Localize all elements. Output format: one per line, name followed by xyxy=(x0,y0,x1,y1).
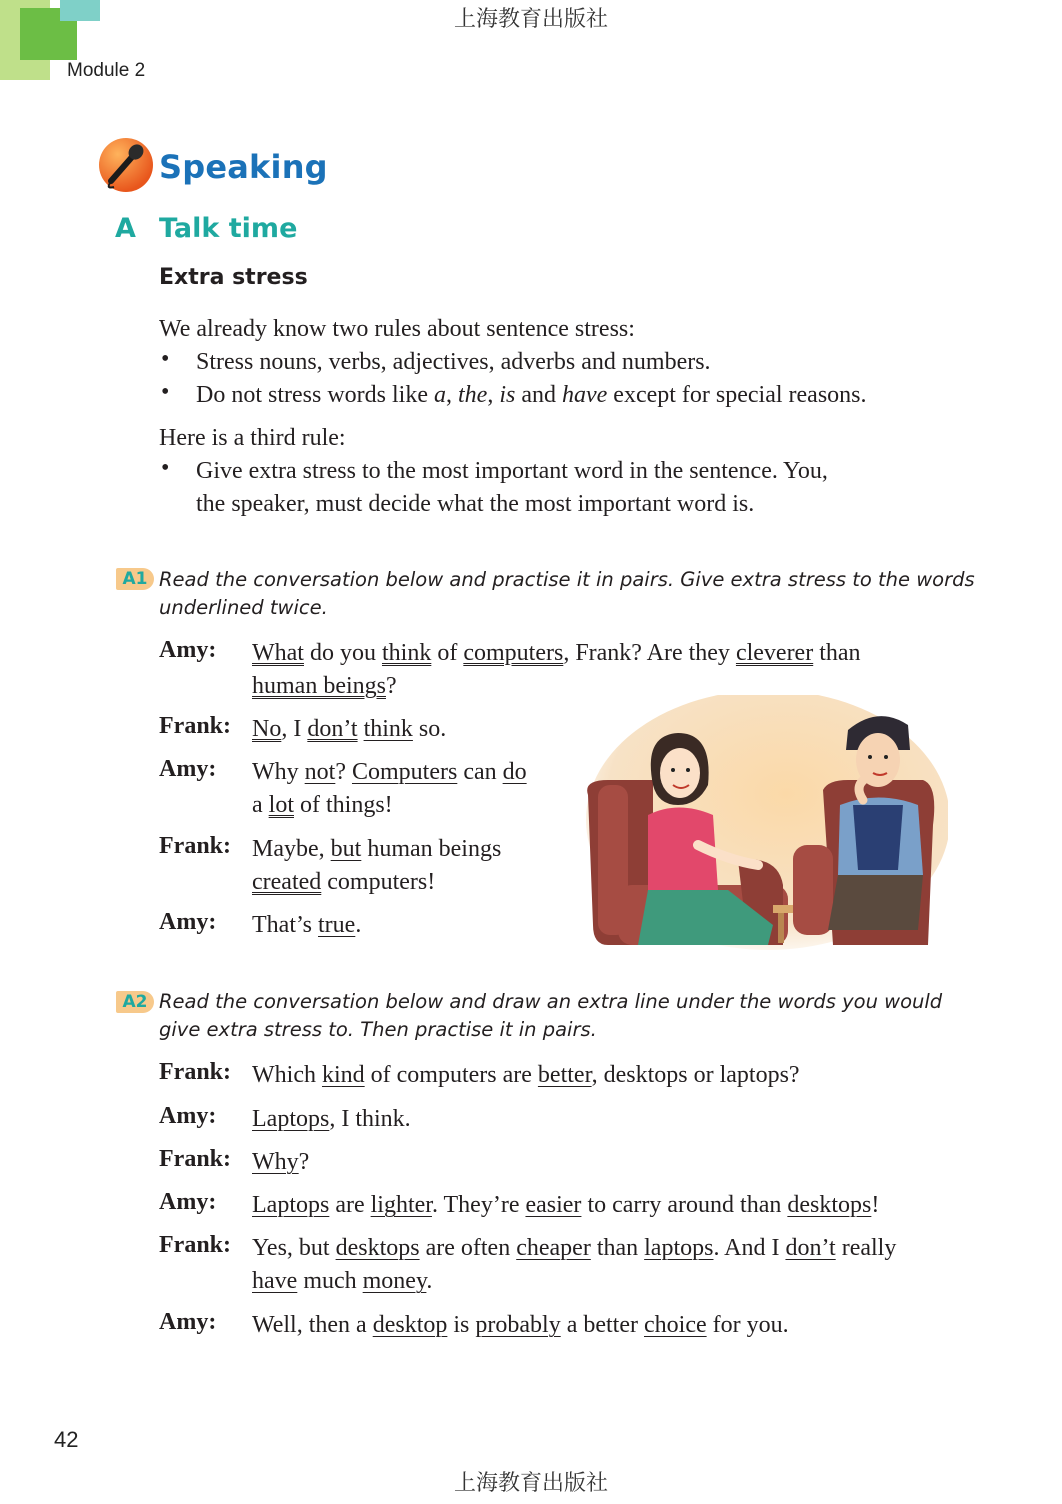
speaker-label: Amy: xyxy=(159,1103,217,1129)
dialogue-text: are xyxy=(329,1192,371,1218)
dialogue-text: . They’re xyxy=(431,1192,526,1218)
header-publisher: 上海教育出版社 xyxy=(453,7,608,32)
stressed-word: desktops xyxy=(335,1235,420,1261)
section-title: Speaking xyxy=(159,148,328,186)
intro-paragraph-2: Here is a third rule: xyxy=(159,425,346,451)
stressed-word: easier xyxy=(525,1192,582,1218)
dialogue-text: are often xyxy=(419,1235,517,1261)
dialogue-line xyxy=(252,637,861,670)
dialogue-text: do you xyxy=(303,640,382,666)
stressed-word: don’t xyxy=(307,716,358,742)
footer-publisher: 上海教育出版社 xyxy=(453,1471,608,1496)
dialogue-line xyxy=(252,1265,432,1298)
speaker-label: Amy: xyxy=(159,637,217,663)
exercise-badge-a1: A1 xyxy=(116,568,154,590)
dialogue-text: than xyxy=(813,640,861,666)
stressed-word: true xyxy=(318,912,356,938)
intro-paragraph-1: We already know two rules about sentence stress: xyxy=(159,316,635,342)
dialogue-line xyxy=(252,1146,309,1179)
dialogue-text: of things! xyxy=(294,792,393,818)
speaker-label: Amy: xyxy=(159,756,217,782)
dialogue-text: Why xyxy=(252,759,305,785)
dialogue-line xyxy=(252,909,361,942)
intro-bullet-3-line-2: the speaker, must decide what the most important word is. xyxy=(196,491,755,517)
stressed-word: don’t xyxy=(785,1235,836,1261)
speaker-label: Frank: xyxy=(159,1059,231,1085)
dialogue-text: , Frank? Are they xyxy=(563,640,736,666)
dialogue-text: much xyxy=(297,1268,363,1294)
dialogue-text: Maybe, xyxy=(252,836,331,862)
stressed-word: have xyxy=(252,1268,298,1294)
stressed-word: cheaper xyxy=(516,1235,591,1261)
dialogue-text: , I xyxy=(281,716,308,742)
bullet-dot: • xyxy=(161,455,170,481)
a2-instruction-line-1: Read the conversation below and draw an extra line under the words you would xyxy=(159,990,943,1013)
dialogue-text: is xyxy=(447,1312,476,1338)
dialogue-line xyxy=(252,866,435,899)
stressed-word: What xyxy=(252,640,304,666)
dialogue-text: Yes, but xyxy=(252,1235,336,1261)
dialogue-text: to carry around than xyxy=(581,1192,788,1218)
section-letter: A xyxy=(115,213,136,244)
speaker-label: Frank: xyxy=(159,713,231,739)
dialogue-text: ? xyxy=(335,759,352,785)
stressed-word: human beings xyxy=(252,673,386,699)
module-label: Module 2 xyxy=(67,60,146,81)
dialogue-text: really xyxy=(835,1235,897,1261)
stressed-word: think xyxy=(363,716,413,742)
stressed-word: desktop xyxy=(372,1312,448,1338)
stressed-word: created xyxy=(252,869,322,895)
a1-instruction-line-2: underlined twice. xyxy=(159,596,328,619)
dialogue-text: . xyxy=(355,912,362,938)
dialogue-text: Which xyxy=(252,1062,322,1088)
stressed-word: better xyxy=(537,1062,592,1088)
dialogue-text: ? xyxy=(298,1149,310,1175)
page-number: 42 xyxy=(54,1427,79,1452)
dialogue-text: so. xyxy=(412,716,447,742)
dialogue-text: . xyxy=(426,1268,433,1294)
stressed-word: kind xyxy=(321,1062,365,1088)
stressed-word: think xyxy=(381,640,432,666)
intro-bullet-3-line-1: Give extra stress to the most important word in the sentence. You, xyxy=(196,458,828,484)
microphone-icon xyxy=(98,137,154,193)
stressed-word: lighter xyxy=(370,1192,432,1218)
stressed-word: money xyxy=(362,1268,427,1294)
stressed-word: Laptops xyxy=(252,1106,330,1132)
speaker-label: Frank: xyxy=(159,1232,231,1258)
speaker-label: Amy: xyxy=(159,1189,217,1215)
dialogue-text: . And I xyxy=(713,1235,786,1261)
stressed-word: laptops xyxy=(644,1235,714,1261)
dialogue-text: a xyxy=(252,792,269,818)
bullet-dot: • xyxy=(161,346,170,372)
dialogue-line xyxy=(252,1059,800,1092)
dialogue-line xyxy=(252,1103,411,1136)
section-name: Talk time xyxy=(159,213,298,244)
dialogue-text: ! xyxy=(871,1192,880,1218)
a2-instruction-line-2: give extra stress to. Then practise it in pairs. xyxy=(159,1018,597,1041)
stressed-word: cleverer xyxy=(735,640,814,666)
stressed-word: No xyxy=(252,716,282,742)
stressed-word: probably xyxy=(475,1312,561,1338)
dialogue-line xyxy=(252,789,393,822)
dialogue-line xyxy=(252,833,501,866)
dialogue-line xyxy=(252,756,527,789)
dialogue-text: , desktops or laptops? xyxy=(591,1062,800,1088)
speaker-label: Amy: xyxy=(159,1309,217,1335)
dialogue-text: a better xyxy=(560,1312,644,1338)
dialogue-text: can xyxy=(457,759,503,785)
intro-bullet-1: Stress nouns, verbs, adjectives, adverbs and numbers. xyxy=(196,349,711,375)
dialogue-text: for you. xyxy=(706,1312,789,1338)
speaker-label: Frank: xyxy=(159,833,231,859)
stressed-word: lot xyxy=(268,792,294,818)
stressed-word: Why xyxy=(252,1149,299,1175)
a1-instruction-line-1: Read the conversation below and practise it in pairs. Give extra stress to the words xyxy=(159,568,975,591)
dialogue-line xyxy=(252,670,397,703)
dialogue-text: than xyxy=(590,1235,645,1261)
stressed-word: desktops xyxy=(787,1192,872,1218)
stressed-word: do xyxy=(502,759,527,785)
dialogue-text: of computers are xyxy=(364,1062,538,1088)
dialogue-text: ? xyxy=(385,673,397,699)
dialogue-text: of xyxy=(431,640,464,666)
speaker-label: Frank: xyxy=(159,1146,231,1172)
stressed-word: choice xyxy=(644,1312,707,1338)
stressed-word: Computers xyxy=(351,759,458,785)
speaker-label: Amy: xyxy=(159,909,217,935)
stressed-word: but xyxy=(330,836,362,862)
dialogue-line xyxy=(252,1232,896,1265)
stressed-word: Laptops xyxy=(252,1192,330,1218)
dialogue-text: human beings xyxy=(361,836,502,862)
bullet-dot: • xyxy=(161,379,170,405)
dialogue-text: computers! xyxy=(321,869,436,895)
subsection-title: Extra stress xyxy=(159,265,308,290)
dialogue-text: That’s xyxy=(252,912,318,938)
dialogue-text: Well, then a xyxy=(252,1312,373,1338)
dialogue-text: , I think. xyxy=(329,1106,411,1132)
dialogue-line xyxy=(252,713,446,746)
two-people-chatting-illustration xyxy=(578,695,948,960)
dialogue-line xyxy=(252,1309,789,1342)
intro-bullet-2: Do not stress words like a, the, is and have except for special reasons. xyxy=(196,382,867,408)
stressed-word: not xyxy=(304,759,336,785)
exercise-badge-a2: A2 xyxy=(116,991,154,1013)
stressed-word: computers xyxy=(463,640,564,666)
dialogue-line xyxy=(252,1189,879,1222)
